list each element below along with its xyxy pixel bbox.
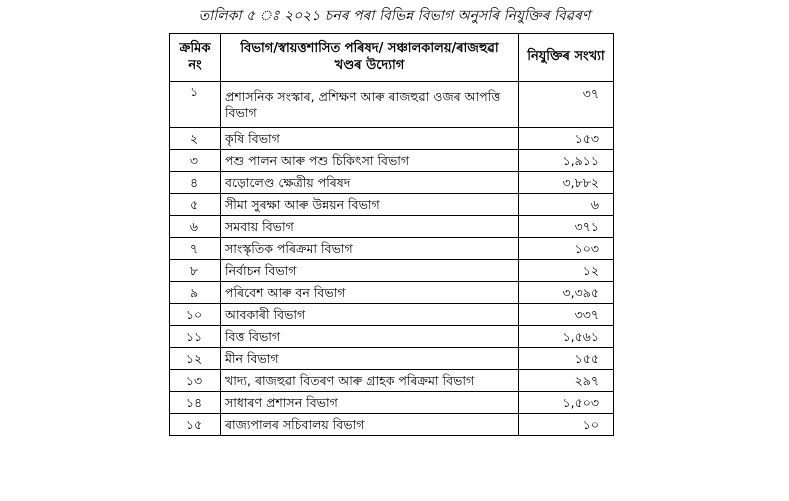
table-row	[170, 304, 614, 326]
row-count: ৬	[519, 194, 614, 216]
row-count: ১০	[519, 414, 614, 436]
table-row	[170, 370, 614, 392]
table-row	[170, 238, 614, 260]
row-department: মীন বিভাগ	[221, 348, 519, 370]
row-serial: ১	[170, 82, 221, 128]
row-department: প্ৰশাসনিক সংস্কাৰ, প্ৰশিক্ষণ আৰু ৰাজহুৱা ওজৰ আপত্তি বিভাগ	[221, 82, 519, 128]
row-department: নিৰ্বাচন বিভাগ	[221, 260, 519, 282]
table-row	[170, 282, 614, 304]
row-serial: ১৪	[170, 392, 221, 414]
row-count: ১৫৫	[519, 348, 614, 370]
header-serial: ক্ৰমিক নং	[170, 34, 221, 82]
row-serial: ৩	[170, 150, 221, 172]
row-count: ৩৭১	[519, 216, 614, 238]
row-count: ১৫৩	[519, 128, 614, 150]
row-serial: ১১	[170, 326, 221, 348]
appointments-table	[169, 33, 614, 436]
row-count: ৩,৩৯৫	[519, 282, 614, 304]
row-count: ১,৫০৩	[519, 392, 614, 414]
row-department: পৰিবেশ আৰু বন বিভাগ	[221, 282, 519, 304]
row-department: সমবায় বিভাগ	[221, 216, 519, 238]
row-department: বড়োলেণ্ড ক্ষেত্ৰীয় পৰিষদ	[221, 172, 519, 194]
table-row	[170, 82, 614, 128]
row-serial: ২	[170, 128, 221, 150]
header-count: নিযুক্তিৰ সংখ্যা	[519, 34, 614, 82]
row-department: সাধাৰণ প্ৰশাসন বিভাগ	[221, 392, 519, 414]
row-count: ১,৯১১	[519, 150, 614, 172]
row-count: ৩৩৭	[519, 304, 614, 326]
header-row	[170, 34, 614, 82]
row-department: ৰাজ্যপালৰ সচিবালয় বিভাগ	[221, 414, 519, 436]
row-serial: ৮	[170, 260, 221, 282]
row-serial: ১০	[170, 304, 221, 326]
table-caption: তালিকা ৫ ঃ ২০২১ চনৰ পৰা বিভিন্ন বিভাগ অনুসৰি নিযুক্তিৰ বিৱৰণ	[198, 8, 591, 24]
row-department: বিত্ত বিভাগ	[221, 326, 519, 348]
table-row	[170, 172, 614, 194]
table-row	[170, 414, 614, 436]
row-count: ১২	[519, 260, 614, 282]
row-serial: ৪	[170, 172, 221, 194]
row-department: পশু পালন আৰু পশু চিকিৎসা বিভাগ	[221, 150, 519, 172]
row-serial: ১২	[170, 348, 221, 370]
row-serial: ৯	[170, 282, 221, 304]
row-count: ১০৩	[519, 238, 614, 260]
table-row	[170, 194, 614, 216]
row-count: ৩,৮৮২	[519, 172, 614, 194]
row-department: সীমা সুৰক্ষা আৰু উন্নয়ন বিভাগ	[221, 194, 519, 216]
table-row	[170, 260, 614, 282]
row-department: খাদ্য, ৰাজহুৱা বিতৰণ আৰু গ্ৰাহক পৰিক্ৰমা বিভাগ	[221, 370, 519, 392]
row-serial: ৬	[170, 216, 221, 238]
header-department: বিভাগ/স্বায়ত্তশাসিত পৰিষদ/ সঞ্চালকালয়/ৰাজহুৱা খণ্ডৰ উদ্যোগ	[221, 34, 519, 82]
table-row	[170, 392, 614, 414]
table-row	[170, 348, 614, 370]
row-count: ২৯৭	[519, 370, 614, 392]
row-count: ১,৫৬১	[519, 326, 614, 348]
row-count: ৩৭	[519, 82, 614, 128]
row-department: আবকাৰী বিভাগ	[221, 304, 519, 326]
table-row	[170, 128, 614, 150]
row-department: সাংস্কৃতিক পৰিক্ৰমা বিভাগ	[221, 238, 519, 260]
row-department: কৃষি বিভাগ	[221, 128, 519, 150]
table-row	[170, 216, 614, 238]
row-serial: ৭	[170, 238, 221, 260]
table-row	[170, 326, 614, 348]
row-serial: ১৩	[170, 370, 221, 392]
row-serial: ১৫	[170, 414, 221, 436]
row-serial: ৫	[170, 194, 221, 216]
table-row	[170, 150, 614, 172]
